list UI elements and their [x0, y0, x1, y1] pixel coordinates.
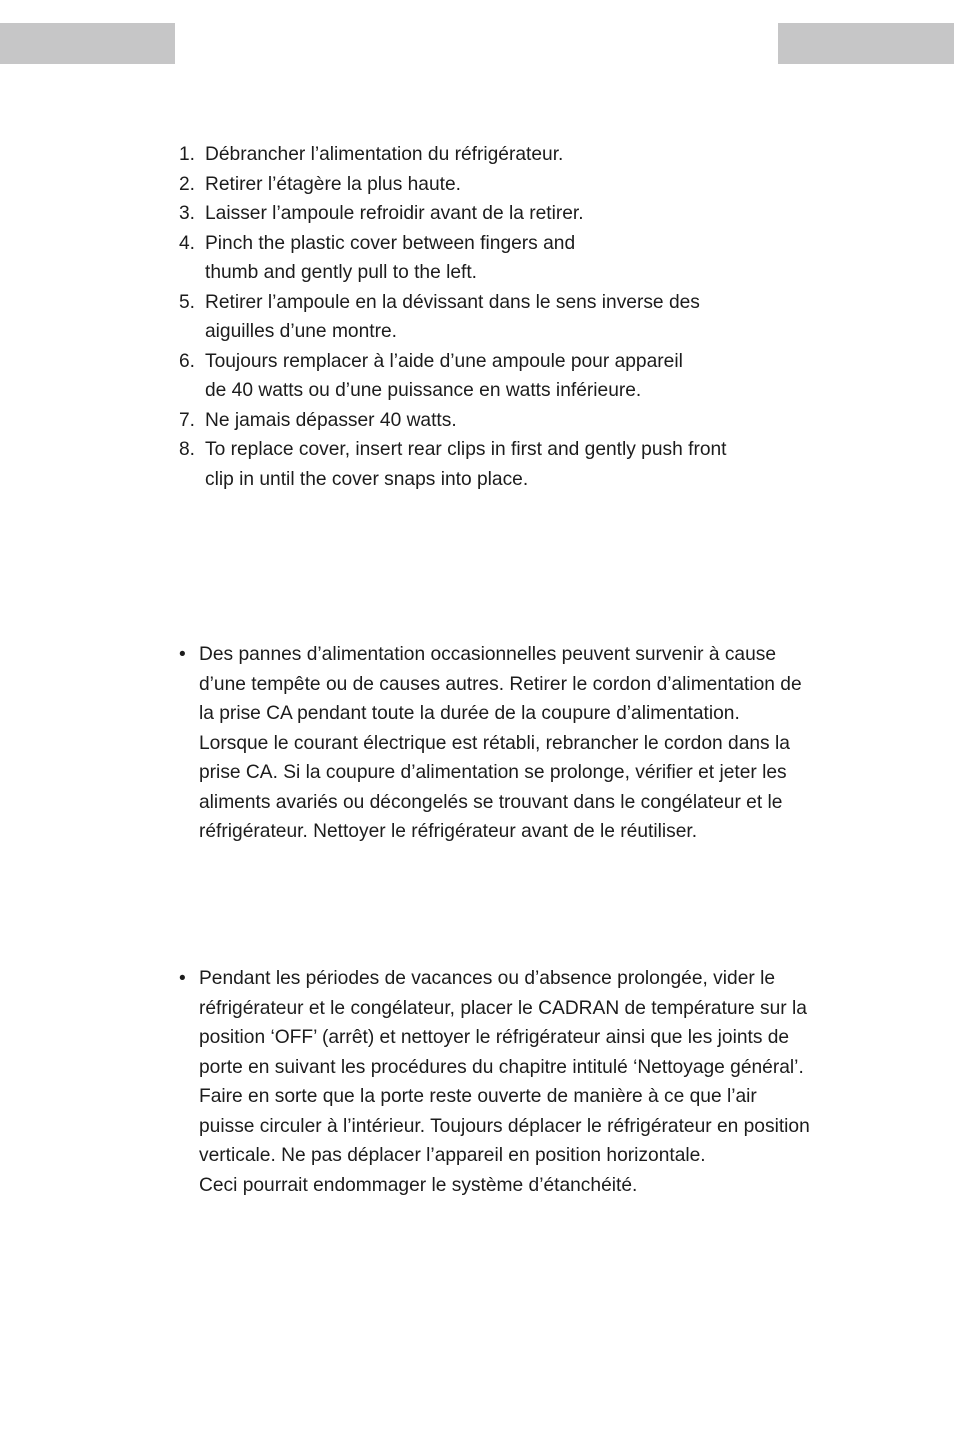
- vacation-paragraph: [179, 964, 879, 1200]
- header-tab-right: [778, 23, 954, 64]
- power-failure-paragraph: [179, 640, 879, 847]
- step-number: 6.: [179, 350, 196, 372]
- list-item: [179, 140, 819, 170]
- step-number: 2.: [179, 173, 196, 195]
- list-item: [179, 347, 819, 406]
- vacation-text: Pendant les périodes de vacances ou d’absence prolongée, vider le réfrigérateur et le congélateur, placer le CADRAN de température sur la position ‘OFF’ (arrêt) et nettoyer le réfrigérateur ainsi que les joints de porte en suivant les procédures du chapitre intitulé ‘Nettoyage général’. Faire en sorte que la porte reste ouverte de manière à ce que l’air puisse circuler à l’intérieur. Toujours déplacer le réfrigérateur en position verticale. Ne pas déplacer l’appareil en position horizontale. Ceci pourrait endommager le système d’étanchéité.: [199, 968, 810, 1196]
- bullet-icon: •: [179, 968, 186, 989]
- list-item: [179, 435, 819, 494]
- step-number: 8.: [179, 439, 196, 460]
- list-item: [179, 288, 819, 347]
- step-text: Toujours remplacer à l’aide d’une ampoule pour appareil de 40 watts ou d’une puissance en watts inférieure.: [205, 350, 683, 401]
- list-item: [179, 170, 819, 200]
- list-item: [179, 229, 819, 288]
- header-tab-left: [0, 23, 175, 64]
- step-number: 1.: [179, 144, 196, 165]
- list-item: [179, 199, 819, 229]
- step-number: 3.: [179, 203, 196, 224]
- step-number: 5.: [179, 291, 196, 313]
- step-text: To replace cover, insert rear clips in first and gently push front clip in until the cover snaps into place.: [205, 439, 727, 490]
- step-text: Débrancher l’alimentation du réfrigérateur.: [205, 144, 564, 165]
- step-number: 7.: [179, 409, 196, 431]
- step-text: Retirer l’ampoule en la dévissant dans le sens inverse des aiguilles d’une montre.: [205, 291, 700, 342]
- step-text: Pinch the plastic cover between fingers and thumb and gently pull to the left.: [205, 232, 576, 283]
- step-text: Ne jamais dépasser 40 watts.: [205, 409, 457, 431]
- list-item: [179, 406, 819, 436]
- bullet-icon: •: [179, 644, 186, 665]
- power-failure-text: Des pannes d’alimentation occasionnelles peuvent survenir à cause d’une tempête ou de causes autres. Retirer le cordon d’alimentation de la prise CA pendant toute la durée de la coupure d’alimentation. Lorsque le courant électrique est rétabli, rebrancher le cordon dans la prise CA. Si la coupure d’alimentation se prolonge, vérifier et jeter les aliments avariés ou décongelés se trouvant dans le congélateur et le réfrigérateur. Nettoyer le réfrigérateur avant de le réutiliser.: [199, 644, 802, 842]
- step-text: Retirer l’étagère la plus haute.: [205, 173, 461, 195]
- step-text: Laisser l’ampoule refroidir avant de la retirer.: [205, 203, 584, 224]
- step-number: 4.: [179, 232, 196, 254]
- light-bulb-steps-list: [179, 140, 819, 494]
